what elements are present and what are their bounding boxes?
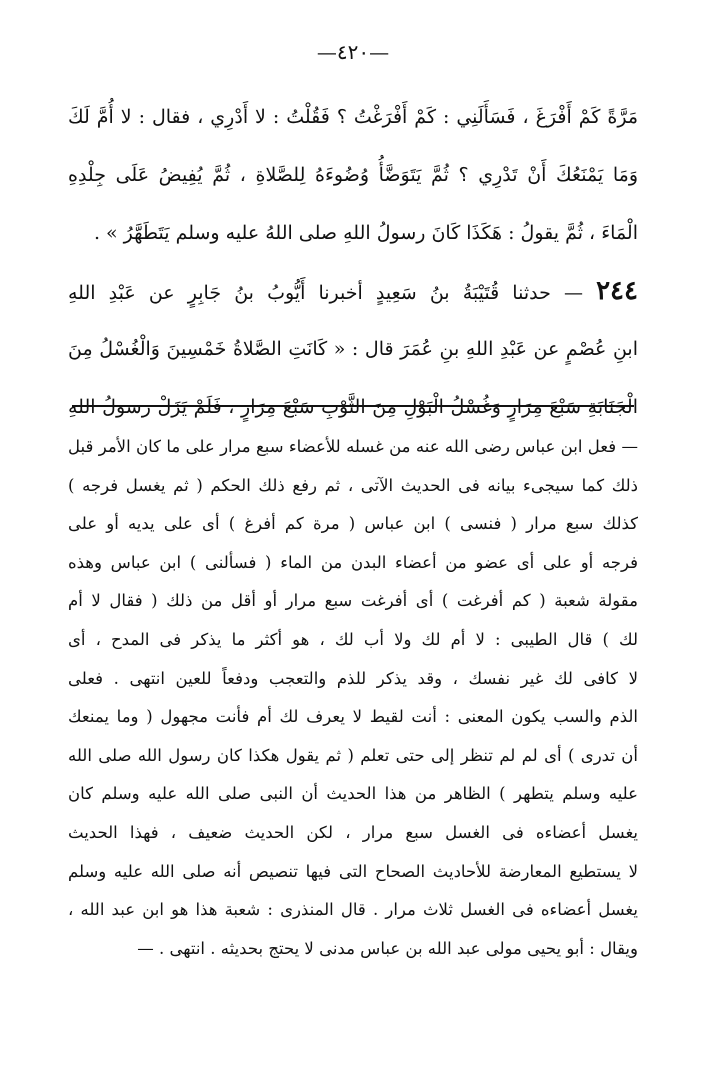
- main-text-line: ابنِ عُصْمٍ عن عَبْدِ اللهِ بنِ عُمَرَ قال : « كَانَتِ الصَّلاةُ خَمْسِينَ وَالْغُسْلُ مِنَ: [68, 338, 638, 360]
- commentary-line: لا يستطيع المعارضة للأحاديث الصحاح التى فيها تنصيص أنه صلى الله عليه وسلم: [68, 861, 638, 881]
- commentary-line: ذلك كما سيجىء بيانه فى الحديث الآتى ، ثم رفع ذلك الحكم ( ثم يغسل فرجه ): [68, 475, 638, 495]
- main-text-line: مَرَّةً كَمْ أَفْرَغَ ، فَسَأَلَنِي : كَمْ أَفْرَغْتُ ؟ فَقُلْتُ : لا أَدْرِي ، فقال : لا أُمَّ لَكَ: [68, 106, 638, 128]
- main-text-line: وَمَا يَمْنَعُكَ أَنْ تَدْرِي ؟ ثُمَّ يَتَوَضَّأُ وُضُوءَهُ لِلصَّلاةِ ، ثُمَّ يُفِيضُ عَلَى جِلْدِهِ: [68, 164, 638, 186]
- hadith-chain-text: — حدثنا قُتَيْبَةُ بنُ سَعِيدٍ أخبرنا أَيُّوبُ بنُ جَابِرٍ عن عَبْدِ اللهِ: [68, 282, 597, 304]
- commentary-line: — فعل ابن عباس رضى الله عنه من غسله للأعضاء سبع مرار على ما كان الأمر قبل: [68, 437, 638, 456]
- hadith-number: ٢٤٤: [596, 276, 638, 306]
- commentary-line: يغسل أعضاءه فى الغسل ثلاث مرار . قال المنذرى : شعبة هذا هو ابن عبد الله ،: [68, 900, 638, 920]
- hadith-main-text: [68, 88, 638, 436]
- commentary-text: [68, 428, 638, 968]
- commentary-line: يغسل أعضاءه فى الغسل سبع مرار ، لكن الحديث ضعيف ، فهذا الحديث: [68, 822, 638, 842]
- commentary-line: أن تدرى ) أى لم لم تنظر إلى حتى تعلم ( ثم يقول هكذا كان رسول الله صلى الله: [68, 745, 638, 765]
- commentary-line: لك ) قال الطيبى : لا أم لك ولا أب لك ، هو أكثر ما يذكر فى المدح ، أى: [68, 629, 638, 649]
- footnote-divider: [72, 405, 634, 407]
- main-text-line: الْمَاءَ ، ثُمَّ يقولُ : هَكَذَا كَانَ رسولُ اللهِ صلى اللهُ عليه وسلم يَتَطَهَّرُ » .: [93, 222, 638, 244]
- hadith-heading-line: [68, 262, 638, 320]
- commentary-line: الذم والسب يكون المعنى : أنت لقيط لا يعرف لك أم فأنت مجهول ( وما يمنعك: [68, 707, 638, 727]
- commentary-line: لا كافى لك غير نفسك ، وقد يذكر للذم والتعجب ودفعاً للعين انتهى . فعلى: [68, 668, 638, 688]
- page-number: —٤٢٠—: [316, 40, 390, 64]
- commentary-line: مقولة شعبة ( كم أفرغت ) أى أفرغت سبع مرار أو أقل من ذلك ( فقال لا أم: [68, 591, 638, 611]
- commentary-line: فرجه أو على أى عضو من أعضاء البدن من الماء ( فسألنى ) ابن عباس وهذه: [68, 552, 638, 572]
- commentary-line: عليه وسلم يتطهر ) الظاهر من هذا الحديث أن النبى صلى الله عليه وسلم كان: [68, 784, 638, 804]
- commentary-line: كذلك سبع مرار ( فنسى ) ابن عباس ( مرة كم أفرغ ) أى على يديه أو على: [68, 514, 638, 534]
- commentary-line: ويقال : أبو يحيى مولى عبد الله بن عباس مدنى لا يحتج بحديثه . انتهى . —: [137, 938, 638, 958]
- main-text-line: الْجَنَابَةِ سَبْعَ مِرَارٍ وَغُسْلُ الْبَوْلِ مِنَ الثَّوْبِ سَبْعَ مِرَارٍ ، فَلَمْ يَزَلْ رسولُ اللهِ: [68, 396, 638, 418]
